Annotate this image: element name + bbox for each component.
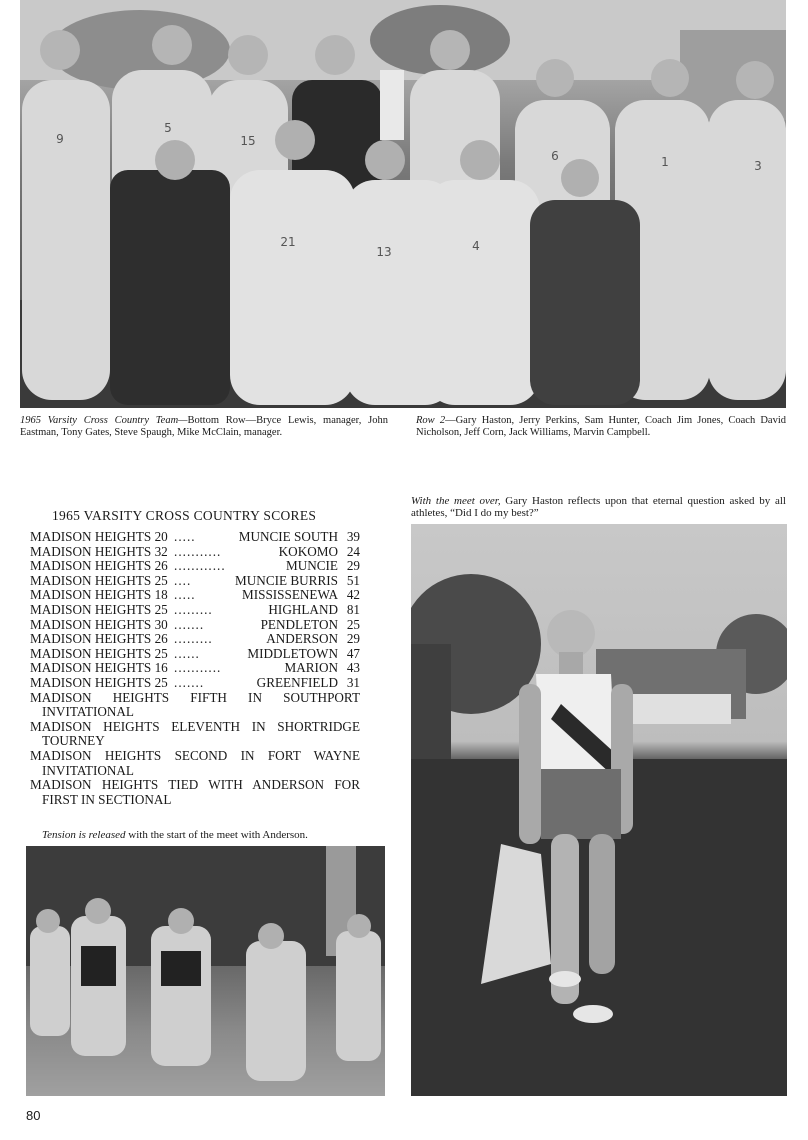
team-photo-caption-right xyxy=(416,415,786,439)
score-row: MADISON HEIGHTS 18 ..... MISSISSENEWA 42 xyxy=(30,587,360,603)
score-row: MADISON HEIGHTS 16 ........... MARION 43 xyxy=(30,660,360,676)
result-row: MADISON HEIGHTS TIED WITH ANDERSON FOR FIRST IN SECTIONAL xyxy=(30,777,360,807)
svg-text:3: 3 xyxy=(754,159,762,173)
team-photo-figures xyxy=(20,0,786,408)
caption-left-text: Bottom Row—Bryce Lewis, manager, John Eastman, Tony Gates, Steve Spaugh, Mike McClain, manager. xyxy=(20,415,388,438)
start-caption-text: with the start of the meet with Anderson. xyxy=(125,829,308,841)
team-photo xyxy=(20,0,786,408)
caption-left-lead: 1965 Varsity Cross Country Team— xyxy=(20,415,188,426)
result-row: MADISON HEIGHTS FIFTH IN SOUTHPORT INVITATIONAL xyxy=(30,689,360,720)
svg-text:6: 6 xyxy=(551,149,559,163)
caption-right-lead: Row 2 xyxy=(416,415,446,426)
start-photo-caption xyxy=(42,829,372,841)
score-row: MADISON HEIGHTS 25 .... MUNCIE BURRIS 51 xyxy=(30,572,360,588)
score-row: MADISON HEIGHTS 25 ......... HIGHLAND 81 xyxy=(30,601,360,617)
caption-right-text: —Gary Haston, Jerry Perkins, Sam Hunter, Coach Jim Jones, Coach David Nicholson, Jeff Corn, Jack Williams, Marvin Campbell. xyxy=(416,415,786,438)
scores-list xyxy=(30,530,360,807)
score-row: MADISON HEIGHTS 26 ............ MUNCIE 29 xyxy=(30,558,360,574)
start-photo xyxy=(26,846,385,1096)
svg-text:9: 9 xyxy=(56,132,64,146)
svg-text:4: 4 xyxy=(472,239,480,253)
runner-caption-lead: With the meet over, xyxy=(411,495,501,507)
runner-photo-caption xyxy=(411,495,786,519)
score-row: MADISON HEIGHTS 30 ....... PENDLETON 25 xyxy=(30,616,360,632)
scores-title: 1965 VARSITY CROSS COUNTRY SCORES xyxy=(52,508,317,523)
svg-text:1: 1 xyxy=(661,155,669,169)
start-caption-lead: Tension is released xyxy=(42,829,126,841)
runner-caption-text: Gary Haston reflects upon that eternal question asked by all athletes, “Did I do my best?” xyxy=(411,495,786,519)
score-row: MADISON HEIGHTS 25 ....... GREENFIELD 31 xyxy=(30,674,360,690)
score-row: MADISON HEIGHTS 32 ........... KOKOMO 24 xyxy=(30,543,360,559)
svg-text:13: 13 xyxy=(376,245,392,259)
score-row: MADISON HEIGHTS 20 ..... MUNCIE SOUTH 39 xyxy=(30,529,360,544)
runner-photo-figure xyxy=(411,524,787,1096)
runner-photo xyxy=(411,524,787,1096)
page-number: 80 xyxy=(26,1108,41,1123)
start-photo-runners xyxy=(26,846,385,1096)
result-row: MADISON HEIGHTS SECOND IN FORT WAYNE INVITATIONAL xyxy=(30,747,360,778)
score-row: MADISON HEIGHTS 25 ...... MIDDLETOWN 47 xyxy=(30,645,360,661)
svg-text:15: 15 xyxy=(240,134,256,148)
team-photo-caption-left xyxy=(20,415,388,439)
score-row: MADISON HEIGHTS 26 ......... ANDERSON 29 xyxy=(30,631,360,647)
svg-text:5: 5 xyxy=(164,121,172,135)
result-row: MADISON HEIGHTS ELEVENTH IN SHORTRIDGE TOURNEY xyxy=(30,718,360,749)
svg-text:21: 21 xyxy=(280,235,296,249)
